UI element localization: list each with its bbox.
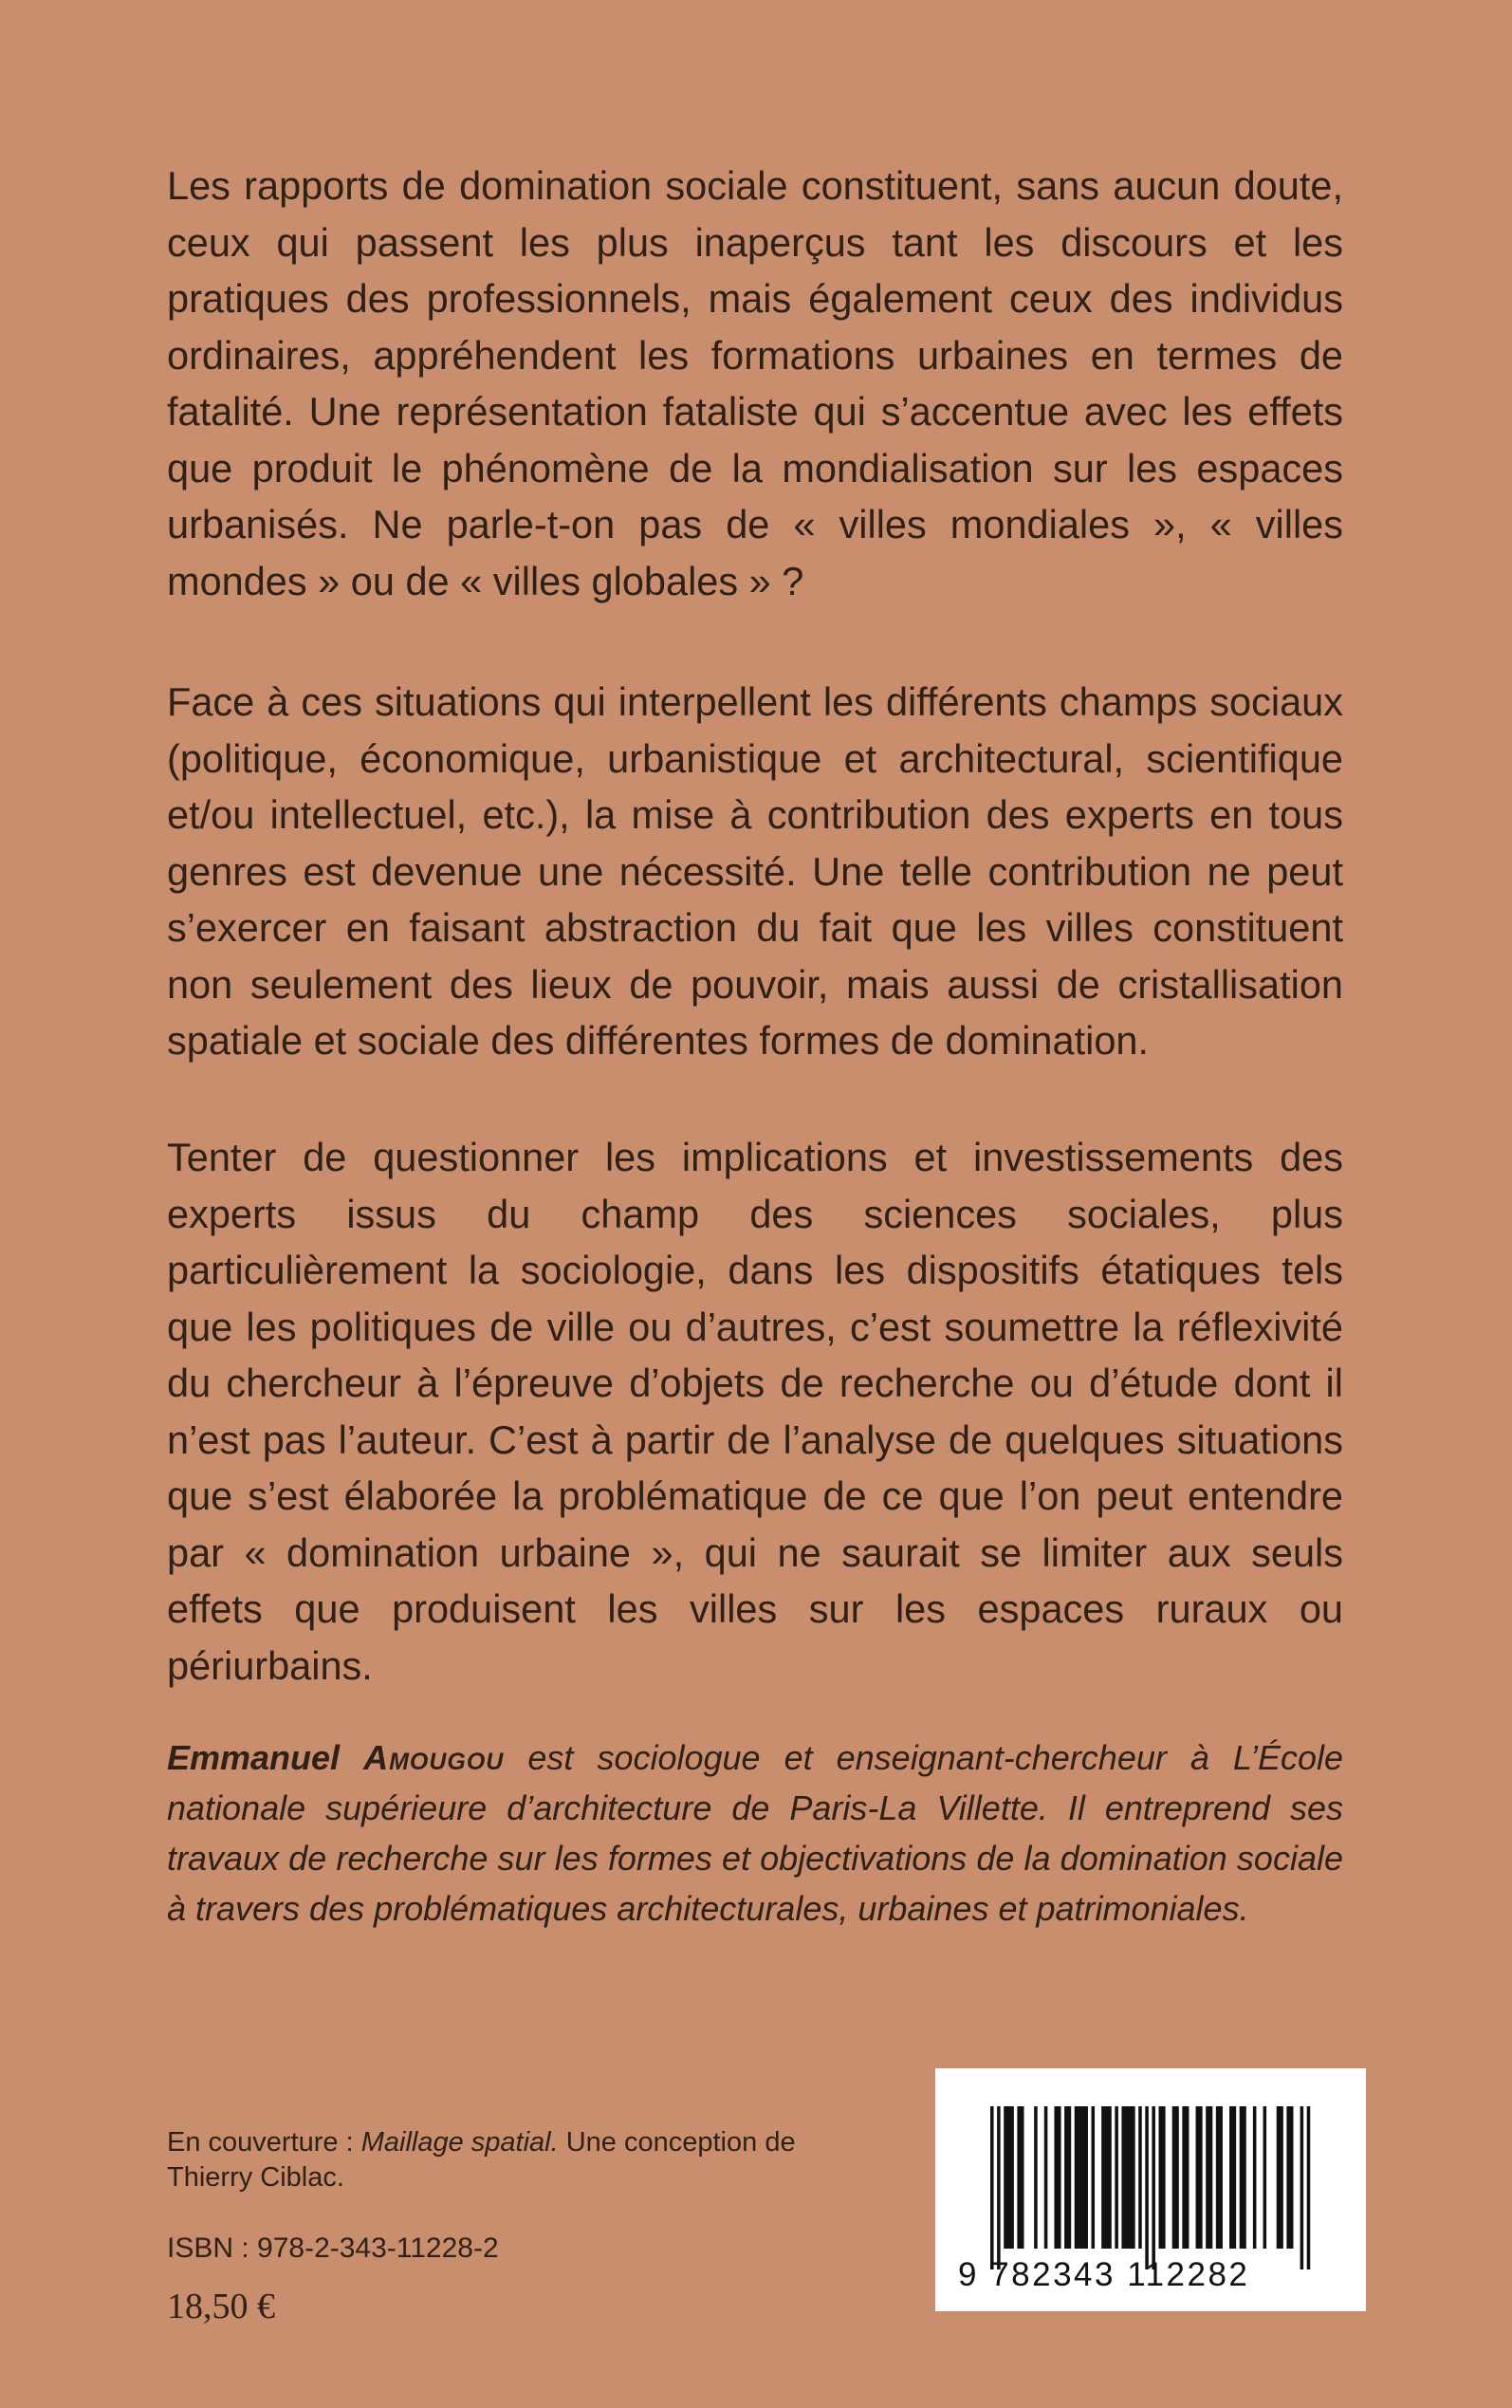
barcode-bar <box>1229 2106 1236 2249</box>
summary-paragraph-2: Face à ces situations qui interpellent les différents champs sociaux (politique, économique, urbanistique et architectural, scientifique et/ou intellectuel, etc.), la mise à contribution des experts en tous genres est devenue une nécessité. Une telle contribution ne peut s’exercer en faisant abstraction du fait que les villes constituent non seulement des lieux de pouvoir, mais aussi de cristallisation spatiale et sociale des différentes formes de domination. <box>167 679 1343 1063</box>
barcode-bar <box>1172 2106 1179 2249</box>
barcode-bar <box>1075 2106 1088 2249</box>
barcode-bar <box>1277 2106 1283 2249</box>
credits-suffix: Une conception de Thierry Ciblac. <box>167 2127 796 2193</box>
barcode-bar <box>1115 2106 1118 2249</box>
isbn: ISBN : 978-2-343-11228-2 <box>167 2232 499 2264</box>
price: 18,50 € <box>167 2287 275 2326</box>
barcode-bar <box>1196 2106 1203 2249</box>
author-last-name: Amougou <box>363 1738 505 1777</box>
barcode-bar <box>1307 2106 1311 2269</box>
barcode-bar <box>1092 2106 1096 2249</box>
barcode-bar <box>1216 2106 1223 2249</box>
barcode-bar <box>1300 2106 1304 2269</box>
barcode-bar <box>1101 2106 1112 2249</box>
barcode-bar <box>1159 2106 1166 2249</box>
barcode-bar <box>1145 2106 1149 2269</box>
barcode-bar <box>1253 2106 1257 2249</box>
barcode-bar <box>1240 2106 1246 2249</box>
author-first-name: Emmanuel <box>167 1738 341 1777</box>
summary-paragraph-1: Les rapports de domination sociale constituent, sans aucun doute, ceux qui passent les plus inaperçus tant les discours et les pratiques des professionnels, mais également ceux des individus ordinaires, appréhendent les formations urbaines en termes de fatalité. Une représentation fataliste qui s’accentue avec les effets que produit le phénomène de la mondialisation sur les espaces urbanisés. Ne parle-t-on pas de « villes mondiales », « villes mondes » ou de « villes globales » ? <box>167 163 1343 603</box>
barcode-bar <box>1286 2106 1293 2249</box>
barcode-bar <box>1054 2106 1060 2249</box>
author-bio-text: est sociologue et enseignant-chercheur à L’École nationale supérieure d’architecture de Paris-La Villette. Il entreprend ses travaux de recherche sur les formes et objectivations de la domination sociale à travers des problématiques architecturales, urbaines et patrimoniales. <box>167 1738 1343 1928</box>
barcode-bar <box>1064 2106 1071 2249</box>
barcode-bar <box>1034 2106 1038 2249</box>
barcode-bar <box>990 2106 994 2269</box>
credits-prefix: En couverture : <box>167 2127 361 2158</box>
summary-paragraph-3: Tenter de questionner les implications et investissements des experts issus du champ des sciences sociales, plus particulièrement la sociologie, dans les dispositifs étatiques tels que les politiques de ville ou d’autres, c’est soumettre la réflexivité du chercheur à l’épreuve d’objets de recherche ou d’étude dont il n’est pas l’auteur. C’est à partir de l’analyse de quelques situations que s’est élaborée la problématique de ce que l’on peut entendre par « domination urbaine », qui ne saurait se limiter aux seuls effets que produisent les villes sur les espaces ruraux ou périurbains. <box>167 1135 1343 1688</box>
barcode-bar <box>1017 2106 1023 2249</box>
barcode-bar <box>1263 2106 1267 2249</box>
cover-credits <box>167 2125 888 2195</box>
barcode-bar <box>997 2106 1001 2269</box>
barcode-bar <box>1004 2106 1014 2249</box>
cover-artwork-title: Maillage spatial. <box>360 2127 559 2158</box>
barcode-bar <box>1138 2106 1142 2249</box>
author-bio <box>167 1732 1343 1934</box>
barcode-bar <box>1206 2106 1212 2249</box>
barcode-bar <box>1044 2106 1048 2249</box>
barcode <box>935 2068 1366 2311</box>
barcode-digits: 9 782343 112282 <box>958 2256 1250 2293</box>
barcode-bar <box>1182 2106 1189 2249</box>
barcode-bar <box>1121 2106 1134 2249</box>
barcode-bar <box>1152 2106 1155 2269</box>
